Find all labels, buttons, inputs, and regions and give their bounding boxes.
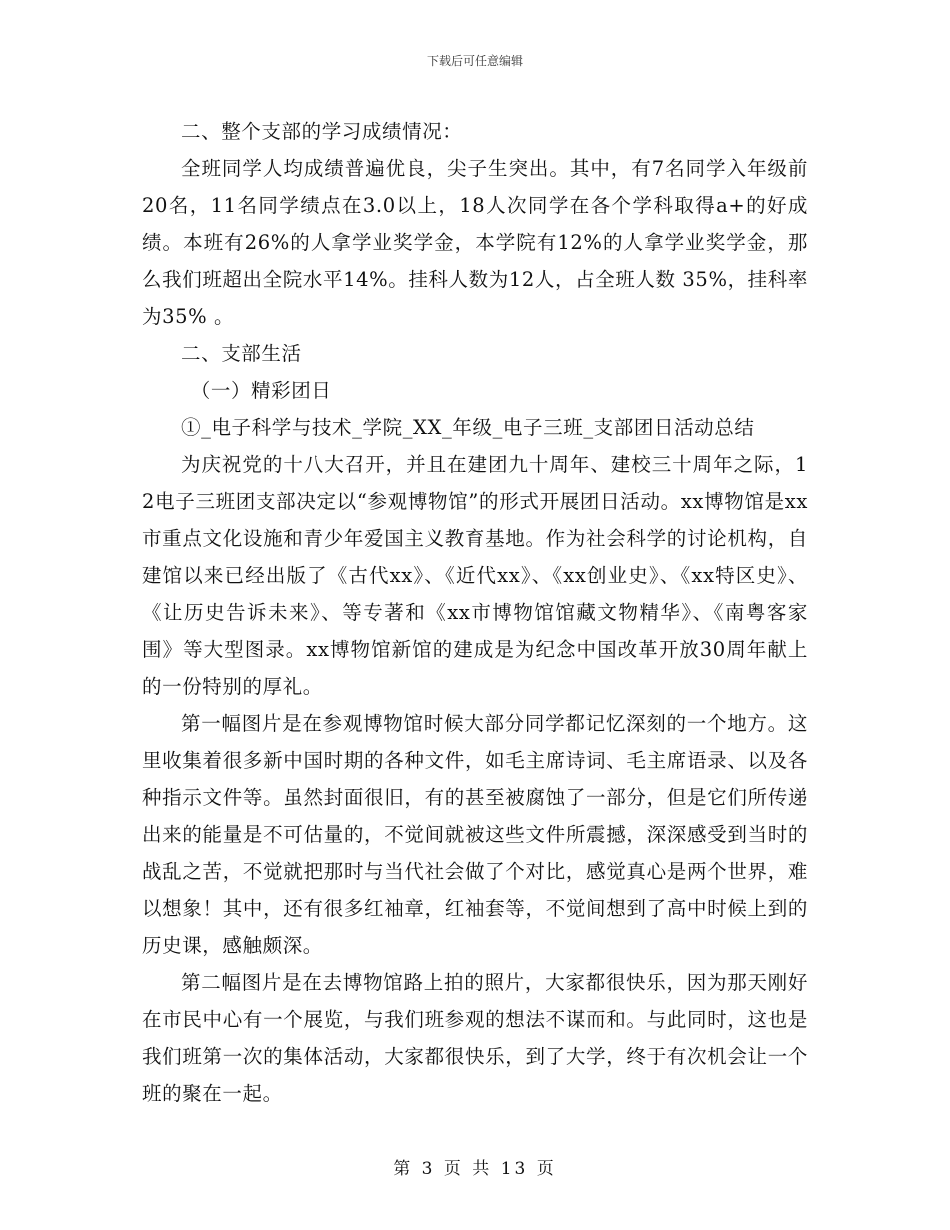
document-body [142, 113, 808, 1112]
page-header: 下载后可任意编辑 [426, 54, 523, 68]
sub-heading-league-day: （一）精彩团日 [190, 379, 332, 402]
activity-title: ①_电子科学与技术_学院_XX_年级_电子三班_支部团日活动总结 [181, 416, 755, 439]
paragraph-second-picture: 第二幅图片是在去博物馆路上拍的照片，大家都很快乐，因为那天刚好在市民中心有一个展览，与我们班参观的想法不谋而和。与此同时，这也是我们班第一次的集体活动，大家都很快乐，到了大学，终于有次机会让一个班的聚在一起。 [142, 971, 808, 1105]
section-heading-study: 二、整个支部的学习成绩情况： [181, 120, 463, 143]
paragraph-grades: 全班同学人均成绩普遍优良，尖子生突出。其中，有7名同学入年级前20名，11名同学绩点在3.0以上，18人次同学在各个学科取得a+的好成绩。本班有26%的人拿学业奖学金，本学院有12%的人拿学业奖学金，那么我们班超出全院水平14%。挂科人数为12人，占全班人数 35%，挂科率为35% 。 [142, 157, 808, 328]
page-number: 第 3 页 共 13 页 [393, 1159, 557, 1179]
paragraph-museum-intro: 为庆祝党的十八大召开，并且在建团九十周年、建校三十周年之际，12电子三班团支部决定以“参观博物馆”的形式开展团日活动。xx博物馆是xx市重点文化设施和青少年爱国主义教育基地。作为社会科学的讨论机构，自建馆以来已经出版了《古代xx》、《近代xx》、《xx创业史》、《xx特区史》、《让历史告诉未来》、等专著和《xx市博物馆馆藏文物精华》、《南粤客家围》等大型图录。xx博物馆新馆的建成是为纪念中国改革开放30周年献上的一份特别的厚礼。 [142, 453, 808, 698]
section-heading-branch-life: 二、支部生活 [181, 342, 302, 365]
paragraph-first-picture: 第一幅图片是在参观博物馆时候大部分同学都记忆深刻的一个地方。这里收集着很多新中国时期的各种文件，如毛主席诗词、毛主席语录、以及各种指示文件等。虽然封面很旧，有的甚至被腐蚀了一部分，但是它们所传递出来的能量是不可估量的，不觉间就被这些文件所震撼，深深感受到当时的战乱之苦，不觉就把那时与当代社会做了个对比，感觉真心是两个世界，难以想象！其中，还有很多红袖章，红袖套等，不觉间想到了高中时候上到的历史课，感触颇深。 [142, 712, 808, 957]
